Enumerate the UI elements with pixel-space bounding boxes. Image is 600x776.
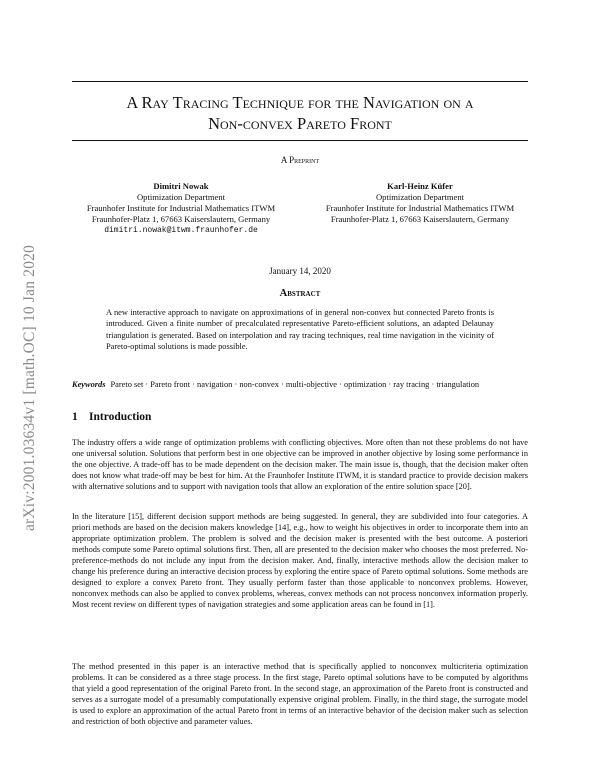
author-block-2 xyxy=(305,181,535,225)
author-email[interactable]: dimitri.nowak@itwm.fraunhofer.de xyxy=(104,226,258,235)
author-name: Karl-Heinz Küfer xyxy=(387,181,453,191)
author-institute: Fraunhofer Institute for Industrial Mathematics ITWM xyxy=(86,203,276,213)
intro-paragraph-3: The method presented in this paper is an interactive method that is specifically applied to nonconvex multicriteria optimization problems. It can be considered as a three stage process. In the first stage, Pareto optimal solutions have to be computed by algorithms that yield a good representation of the original Pareto front. In the second stage, an approximation of the Pareto front is constructed and serves as a surrogate model of a presumably computationally expensive original problem. Finally, in the third stage, the surrogate model is used to explore an approximation of the actual Pareto front in terms of an interactive behavior of the decision maker such as selection and restriction of both objective and parameter values. xyxy=(72,662,528,726)
title-line-1: A Ray Tracing Technique for the Navigation on a xyxy=(126,93,474,112)
author-name: Dimitri Nowak xyxy=(153,181,209,191)
abstract-heading: Abstract xyxy=(279,288,321,299)
keywords-label: Keywords xyxy=(72,380,106,389)
author-department: Optimization Department xyxy=(375,192,465,202)
author-address: Fraunhofer-Platz 1, 67663 Kaiserslautern, Germany xyxy=(91,214,271,224)
title-rule-bottom xyxy=(72,140,528,141)
author-block-1 xyxy=(66,181,296,236)
publication-date: January 14, 2020 xyxy=(269,266,331,276)
author-institute: Fraunhofer Institute for Industrial Mathematics ITWM xyxy=(325,203,515,213)
keywords-text: Pareto set · Pareto front · navigation · non-convex · multi-objective · optimization · ray tracing · triangulation xyxy=(110,380,480,389)
preprint-label: A Preprint xyxy=(280,155,320,165)
intro-paragraph-2: In the literature [15], different decision support methods are being suggested. In general, they are subdivided into four categories. A priori methods are based on the decision makers knowledge [14], e.g., how to weight his objectives in order to incorporate them into an appropriate optimization problem. The problem is solved and the decision maker is presented with the best outcome. A posteriori methods compute some Pareto optimal solutions first. Then, all are presented to the decision maker who chooses the most preferred. No-preference-methods do not include any input from the decision maker. And, finally, interactive methods allow the decision maker to change his preference during an interactive decision process by exploring the entire space of Pareto optimal solutions. Some methods are designed to explore a convex Pareto front. They usually perform faster than those applicable to nonconvex problems. However, nonconvex methods can also be applied to convex problems, whereas, convex methods can not process nonconvex information properly. Most recent review on different types of navigation strategies and some application areas can be found in [1]. xyxy=(72,512,528,609)
section-title: Introduction xyxy=(89,411,152,423)
paper-title xyxy=(72,92,528,134)
section-number: 1 xyxy=(72,411,78,423)
section-heading xyxy=(72,411,528,423)
title-rule-top xyxy=(72,81,528,82)
intro-paragraph-1: The industry offers a wide range of optimization problems with conflicting objectives. More often than not these problems do not have one universal solution. Solutions that perform best in one objective can be improved in another objective by losing some performance in the one objective. A trade-off has to be made dependent on the decision maker. The main issue is, though, that the decision maker often does not know what trade-off may be best for him. At the Fraunhofer Institute ITWM, it is standard practice to provide decision makers with alternative solutions and to support with navigation tools that allow an exploration of the entire solution space [20]. xyxy=(72,438,528,491)
title-line-2: Non-convex Pareto Front xyxy=(208,114,392,133)
abstract-text: A new interactive approach to navigate on approximations of in general non-convex but connected Pareto fronts is introduced. Given a finite number of precalculated representative Pareto-efficient solutions, an adapted Delaunay triangulation is generated. Based on interpolation and ray tracing techniques, real time navigation in the vicinity of Pareto-optimal solutions is made possible. xyxy=(106,308,494,352)
arxiv-identifier: arXiv:2001.03634v1 [math.OC] 10 Jan 2020 xyxy=(21,244,38,532)
author-address: Fraunhofer-Platz 1, 67663 Kaiserslautern, Germany xyxy=(330,214,510,224)
author-department: Optimization Department xyxy=(136,192,226,202)
keywords xyxy=(72,379,528,390)
